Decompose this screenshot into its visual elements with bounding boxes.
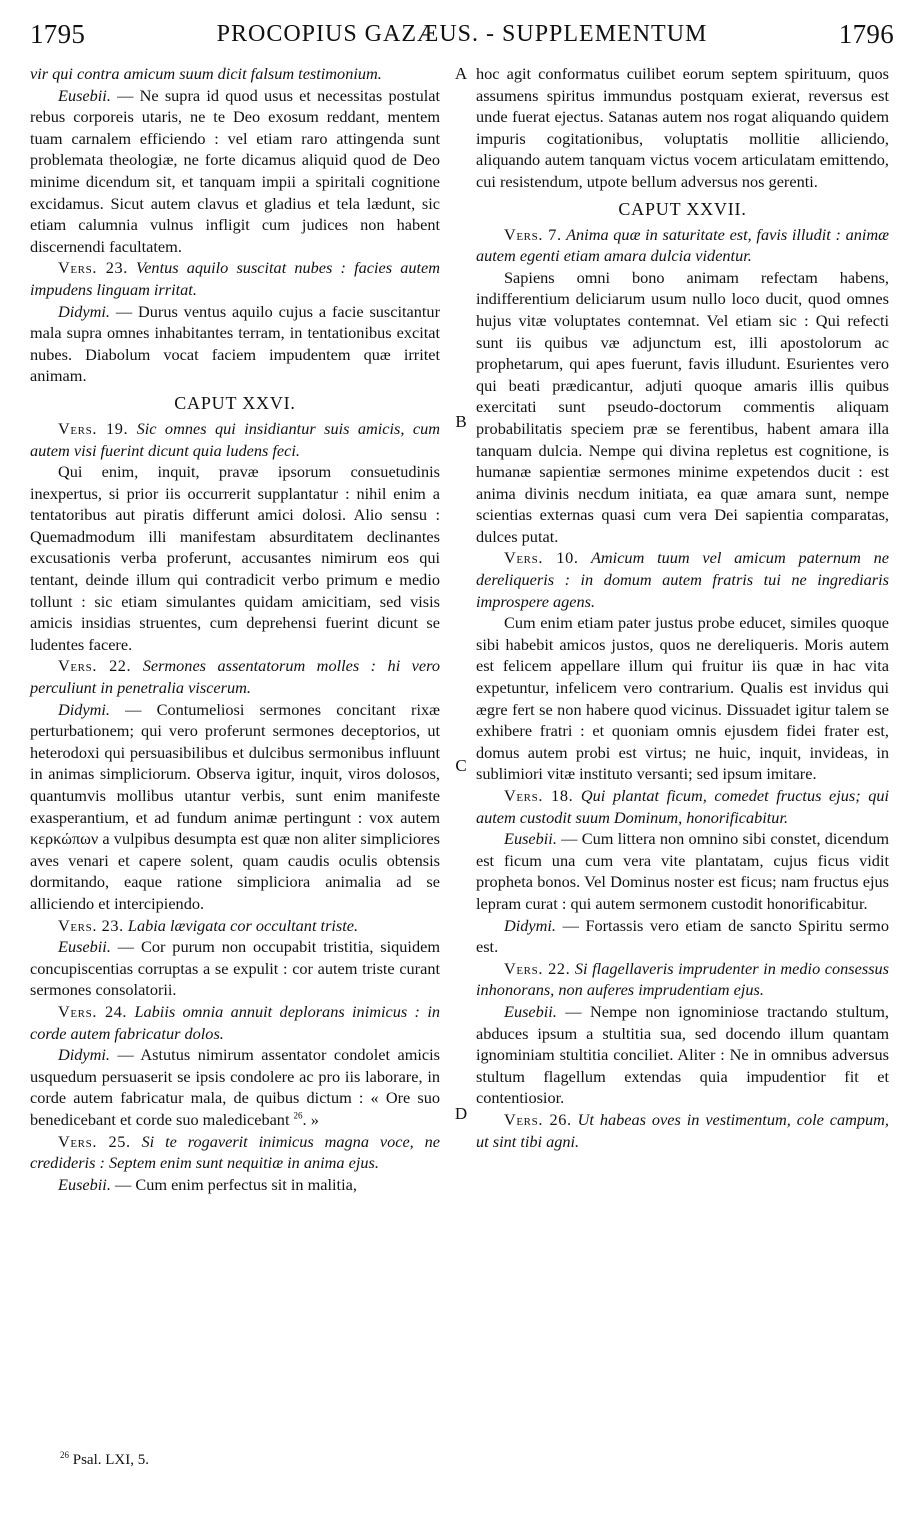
left-page-number: 1795 xyxy=(30,19,86,49)
right-page-number: 1796 xyxy=(838,19,894,49)
verse xyxy=(30,257,440,300)
verse-label: Vers. 22. xyxy=(504,958,571,978)
paragraph-text: — Cum littera non omnino sibi constet, dicendum est ficum una cum vera vite plantatam, cujus ficus vidit propheta bonos. Vel Dominus noster est ficus; nam fructus ejus lepram curat : qui autem sermonem custodit honorificabitur. xyxy=(476,829,889,913)
paragraph xyxy=(476,828,889,914)
verse xyxy=(30,1001,440,1044)
verse-text: Sic omnes qui insidiantur suis amicis, cum autem visi fuerint dicunt quia ludens feci. xyxy=(30,418,440,460)
right-column xyxy=(476,63,889,1152)
verse xyxy=(476,224,889,267)
paragraph: vir qui contra amicum suum dicit falsum testimonium. xyxy=(30,64,382,83)
verse-label: Vers. 25. xyxy=(58,1131,131,1151)
speaker-label: Didymi. xyxy=(58,301,110,321)
verse xyxy=(30,418,440,461)
paragraph xyxy=(30,1044,440,1130)
paragraph: Sapiens omni bono animam refectam habens, indifferentium deliciarum usum nullo loco ducit, quod omnes hujus vitæ voluptates contemnat. Vel etiam sic : Qui refecti sunt iis quibus væ adjunctum est, illi apostolorum ac prophetarum, qui apes fuerunt, favis illudunt. Esurientes vero qui beati prædicantur, adjuti quoque amaris illis quibus exercitati sunt pseudo-doctorum commentis aliquam probabilitatis speciem præ se ferentibus, habent amara illa tanquam dulcia. Nempe qui divina repletus est cognitione, is humanæ sapientiæ sermones minime expetendos ducit : est anima divinis necdum initiata, ea quæ amara sunt, nempe scientias externas quasi cum vera Dei sapientia comparatas, dulces putat. xyxy=(476,267,889,546)
speaker-label: Eusebii. xyxy=(58,937,111,957)
chapter-heading: CAPUT XXVII. xyxy=(618,198,747,219)
verse-text: Anima quæ in saturitate est, favis illudit : animæ autem egenti etiam amara dulcia videntur. xyxy=(476,224,889,266)
speaker-label: Eusebii. xyxy=(504,829,557,849)
paragraph-text: — Cum enim perfectus sit in malitia, xyxy=(110,1174,357,1194)
paragraph-text: — Cor purum non occupabit tristitia, siquidem concupiscentias corruptas a se expulit : cor autem triste curant sermones consolatorii. xyxy=(30,937,440,1000)
paragraph xyxy=(476,915,889,958)
footnote-number: 26 xyxy=(60,1450,69,1460)
section-marker-c: C xyxy=(455,756,467,775)
verse-text: Labia lævigata cor occultant triste. xyxy=(123,915,359,935)
verse xyxy=(30,915,440,937)
paragraph xyxy=(30,699,440,915)
verse xyxy=(30,1131,440,1174)
verse-text: Ut habeas oves in vestimentum, cole campum, ut sint tibi agni. xyxy=(476,1109,889,1151)
paragraph-text: — Fortassis vero etiam de sancto Spiritu sermo est. xyxy=(476,915,889,957)
speaker-label: Didymi. xyxy=(504,915,556,935)
section-marker-b: B xyxy=(455,412,467,431)
verse-text: Si te rogaverit inimicus magna voce, ne credideris : Septem enim sunt nequitiæ in anima ejus. xyxy=(30,1131,440,1173)
speaker-label: Didymi. xyxy=(58,699,110,719)
section-marker-d: D xyxy=(454,1104,468,1123)
footnote xyxy=(60,1450,149,1470)
verse-label: Vers. 10. xyxy=(504,548,579,568)
paragraph xyxy=(30,301,440,387)
paragraph-text: — Contumeliosi sermones concitant rixæ perturbationem; qui vero proferunt sermones deceptorios, ut heterodoxi qui persuasibilibus et dulcibus sermonibus influunt in animas simpliciorum. Observa igitur, inquit, viros dolosos, quantumvis mollibus utantur verbis, sunt enim manifeste exasperantium, et ad fundum animæ pertingunt : vox autem κερκώπων a vulpibus desumpta est quæ non aliter simpliciores aves venari et capere solent, quam caudis oculis obtensis dormitando, eaque ratione simpliciora animalia ad se alliciendo et intercipiendo. xyxy=(30,699,440,913)
verse-label: Vers. 26. xyxy=(504,1109,572,1129)
speaker-label: Eusebii. xyxy=(58,85,111,105)
verse-label: Vers. 23. xyxy=(58,915,124,935)
verse-text: Ventus aquilo suscitat nubes : facies autem impudens linguam irritat. xyxy=(30,258,440,299)
footnote-text: Psal. LXI, 5. xyxy=(69,1452,149,1468)
verse xyxy=(476,1109,889,1152)
footnote-ref: 26 xyxy=(293,1110,303,1121)
paragraph xyxy=(476,1001,889,1109)
verse-text: Qui plantat ficum, comedet fructus ejus; qui autem custodit suum Dominum, honorificabitur. xyxy=(476,786,889,827)
paragraph-text: — Ne supra id quod usus et necessitas postulat rebus corporeis utaris, ne te Deo exosum reddant, mentem tuam carnalem efficiendo : vel etiam raro attingenda sunt problemata theologiæ, ne forte dicamus aliquid quod de Deo minime dicendum sit, et tanquam impii a spiritali cognitione excidamus. Sicut autem clavus et gladius et tela lædunt, sic etiam calumnia vulnus infligit cum judices non habent discernendi facultatem. xyxy=(30,85,440,256)
paragraph: hoc agit conformatus cuilibet eorum septem spirituum, quos assumens spiritus immundus postquam exierat, reversus est unde fuerat ejectus. Satanas autem nos rogat aliquando quidem impuris cogitationibus, voluptatis mollitie alliciendo, aliquando autem tanquam victus vocem articulatam emittendo, cui resistendum, utpote bellum adversus nos gerenti. xyxy=(476,64,889,191)
speaker-label: Eusebii. xyxy=(504,1001,557,1021)
verse-label: Vers. 18. xyxy=(504,786,574,805)
paragraph: Qui enim, inquit, pravæ ipsorum consuetudinis inexpertus, si prior iis occurrerit supplantatur : nihil enim a tentatoribus aut piratis differunt amici dolosi. Alio sensu : Quemadmodum illi manifestam absurditatem declinantes excusationis verba proferunt, accusantes nimirum eos qui tentant, deinde illum qui contradicit verbo primum e medio tollunt : sic etiam simulantes quidam amicitiam, sed visis amicis insidias struentes, cum deprehensi fuerint dicunt se ludentes facere. xyxy=(30,462,440,654)
verse-text: Sermones assentatorum molles : hi vero perculiunt in penetralia viscerum. xyxy=(30,656,441,698)
verse xyxy=(476,785,889,828)
paragraph xyxy=(30,1174,440,1196)
paragraph-text: — Nempe non ignominiose tractando stultum, abduces ipsum a stultitia sua, sed docendo illum quantam ignominiam stultitia conciliet. Aliter : Ne in omnibus adversus stultum flagellum extendas quia impudentior fit et contentiosior. xyxy=(476,1001,889,1108)
paragraph xyxy=(30,85,440,258)
paragraph-text: — Durus ventus aquilo cujus a facie suscitantur mala supra omnes inhabitantes terram, in tentationibus excitat nubes. Diabolum vocat faciem impudentem quæ irritet animam. xyxy=(30,301,440,386)
paragraph: Cum enim etiam pater justus probe educet, similes quoque sibi habebit amicos justos, quos ne dereliqueris. Moris autem est felicem appellare illum qui fruitur iis quæ in hac vita expetuntur, infelicem vero contrarium. Qualis est invidus qui ægre fert se non habere quod vicinus. Dissuadet igitur talem se exhibere fratri : et quoniam omnis ejusdem fidei frater est, domus autem probi est virtus; ne huic, inquit, invideas, in sublimiori vitæ instituto versanti; sed ipsum imitare. xyxy=(476,613,889,784)
speaker-label: Eusebii. xyxy=(58,1174,111,1194)
left-column xyxy=(30,63,440,1195)
verse-label: Vers. 23. xyxy=(58,258,128,278)
verse-label: Vers. 7. xyxy=(504,224,562,244)
chapter-heading: CAPUT XXVI. xyxy=(174,392,296,413)
paragraph-text: — Astutus nimirum assentator condolet amicis usquedum persuaserit se ipsis condolere ac pro iis laborare, in corde autem fabricatur mala, de quibus dictum : « Ore suo benedicebant et corde suo maledicebant xyxy=(30,1045,440,1129)
verse-text: Si flagellaveris imprudenter in medio consessus inhonorans, non auferes imprudentiam ejus. xyxy=(476,958,890,1000)
speaker-label: Didymi. xyxy=(58,1045,110,1065)
verse-label: Vers. 22. xyxy=(58,656,132,676)
paragraph xyxy=(30,936,440,1001)
verse xyxy=(476,547,889,612)
page-header xyxy=(30,14,894,54)
running-title: PROCOPIUS GAZÆUS. - SUPPLEMENTUM xyxy=(216,21,708,47)
verse-text: Amicum tuum vel amicum paternum ne dereliqueris : in domum autem fratris tui ne ingrediaris improspere agens. xyxy=(476,548,889,611)
verse-label: Vers. 19. xyxy=(58,418,129,438)
verse-label: Vers. 24. xyxy=(58,1001,128,1021)
verse xyxy=(30,655,440,698)
verse-text: Labiis omnia annuit deplorans inimicus : in corde autem fabricatur dolos. xyxy=(30,1001,440,1043)
section-marker-a: A xyxy=(454,64,468,83)
verse xyxy=(476,958,889,1001)
paragraph-text-end: . » xyxy=(302,1109,319,1129)
